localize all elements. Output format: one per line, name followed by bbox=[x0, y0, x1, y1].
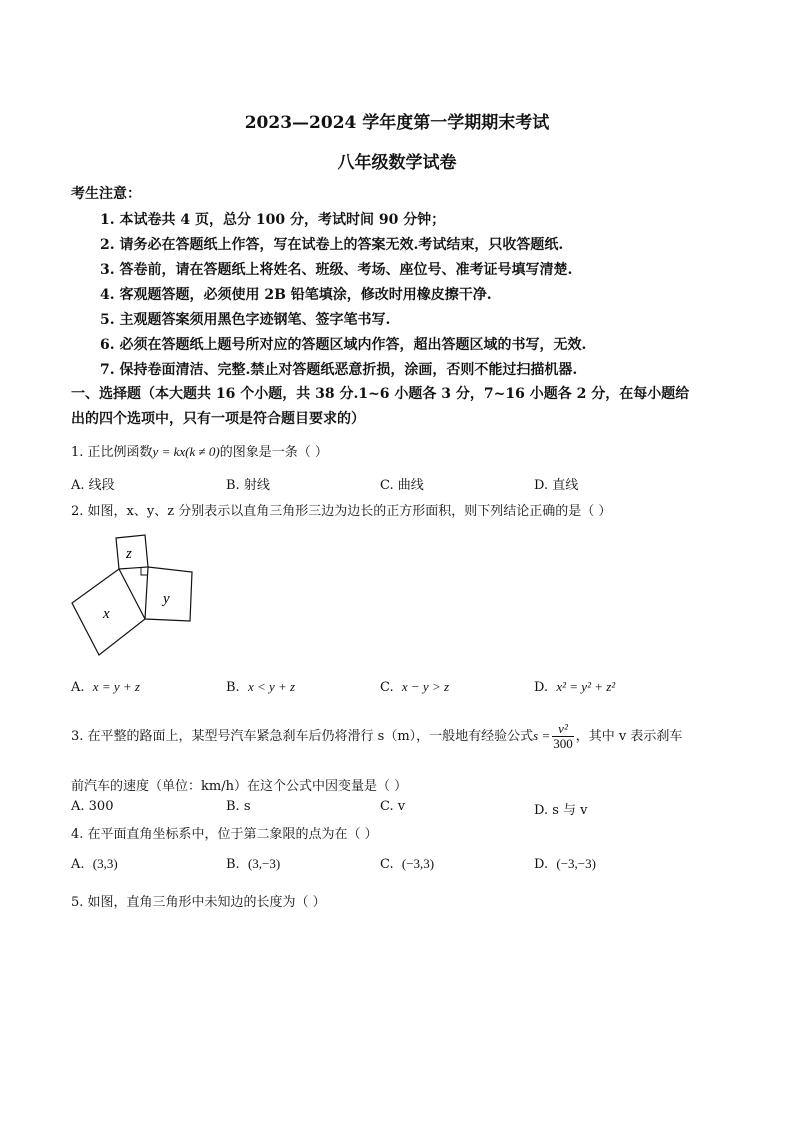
question-3-line-1: 3. 在平整的路面上，某型号汽车紧急刹车后仍将滑行 s（m），一般地有经验公式s = $\frac{\text{v²}}{300}$ ，其中 v 表示刹车 bbox=[71, 721, 683, 751]
exam-subtitle: 八年级数学试卷 bbox=[337, 153, 457, 173]
pythagoras-squares-figure bbox=[66, 528, 198, 660]
right-angle-mark bbox=[141, 567, 148, 575]
notice-item: 6. 必须在答题纸上题号所对应的答题区域内作答，超出答题区域的书写，无效. bbox=[100, 337, 587, 353]
q1-option-a: A. 线段 bbox=[71, 478, 115, 493]
formula-fraction: $\frac{\text{v²}}{300}$ bbox=[553, 721, 573, 751]
q3-option-a: A. 300 bbox=[71, 799, 114, 814]
label-y: y bbox=[163, 591, 170, 607]
section-heading-cont: 出的四个选项中，只有一项是符合题目要求的） bbox=[71, 411, 365, 427]
section-heading: 一、选择题（本大题共 16 个小题，共 38 分.1~6 小题各 3 分，7~16 小题各 2 分，在每小题给 bbox=[71, 386, 690, 402]
question-1-suffix: 的图象是一条（ ） bbox=[219, 445, 328, 460]
label-z: z bbox=[126, 546, 132, 562]
notice-heading: 考生注意： bbox=[71, 186, 141, 202]
exam-title: 2023—2024 学年度第一学期期末考试 bbox=[244, 113, 550, 133]
question-3-line-2: 前汽车的速度（单位：km/h）在这个公式中因变量是（ ） bbox=[71, 779, 408, 794]
q4-option-a: A. (3,3) bbox=[71, 856, 118, 872]
notice-item: 1. 本试卷共 4 页，总分 100 分，考试时间 90 分钟； bbox=[100, 212, 446, 228]
question-5: 5. 如图，直角三角形中未知边的长度为（ ） bbox=[71, 895, 326, 910]
notice-item: 2. 请务必在答题纸上作答，写在试卷上的答案无效.考试结束，只收答题纸. bbox=[100, 237, 564, 253]
q2-option-a: A. x = y + z bbox=[71, 679, 140, 695]
q3-option-b: B. s bbox=[226, 799, 251, 814]
q1-option-b: B. 射线 bbox=[226, 478, 270, 493]
q2-option-b: B. x < y + z bbox=[226, 679, 296, 695]
q3-option-d: D. s 与 v bbox=[534, 803, 588, 818]
question-1 bbox=[71, 441, 328, 460]
question-4: 4. 在平面直角坐标系中，位于第二象限的点为在（ ） bbox=[71, 827, 378, 842]
q4-option-c: C. (−3,3) bbox=[380, 856, 435, 872]
q3-option-c: C. v bbox=[380, 799, 406, 814]
q1-option-d: D. 直线 bbox=[534, 478, 579, 493]
q4-option-d: D. (−3,−3) bbox=[534, 856, 596, 872]
q2-option-c: C. x − y > z bbox=[380, 679, 450, 695]
question-1-math: y = kx(k ≠ 0) bbox=[152, 444, 220, 459]
notice-item: 5. 主观题答案须用黑色字迹钢笔、签字笔书写. bbox=[100, 312, 391, 328]
notice-item: 7. 保持卷面清洁、完整.禁止对答题纸恶意折损，涂画，否则不能过扫描机器. bbox=[100, 362, 578, 378]
notice-item: 3. 答卷前，请在答题纸上将姓名、班级、考场、座位号、准考证号填写清楚. bbox=[100, 262, 573, 278]
notice-item: 4. 客观题答题，必须使用 2B 铅笔填涂，修改时用橡皮擦干净. bbox=[100, 287, 492, 303]
square-z bbox=[116, 535, 148, 569]
q4-option-b: B. (3,−3) bbox=[226, 856, 281, 872]
question-1-prefix: 1. 正比例函数 bbox=[71, 445, 153, 460]
q1-option-c: C. 曲线 bbox=[380, 478, 424, 493]
question-2: 2. 如图，x、y、z 分别表示以直角三角形三边为边长的正方形面积，则下列结论正确的是（ ） bbox=[71, 504, 612, 519]
label-x: x bbox=[103, 606, 110, 622]
formula-lhs: s = bbox=[533, 728, 551, 743]
q2-option-d: D. x² = y² + z² bbox=[534, 679, 616, 695]
